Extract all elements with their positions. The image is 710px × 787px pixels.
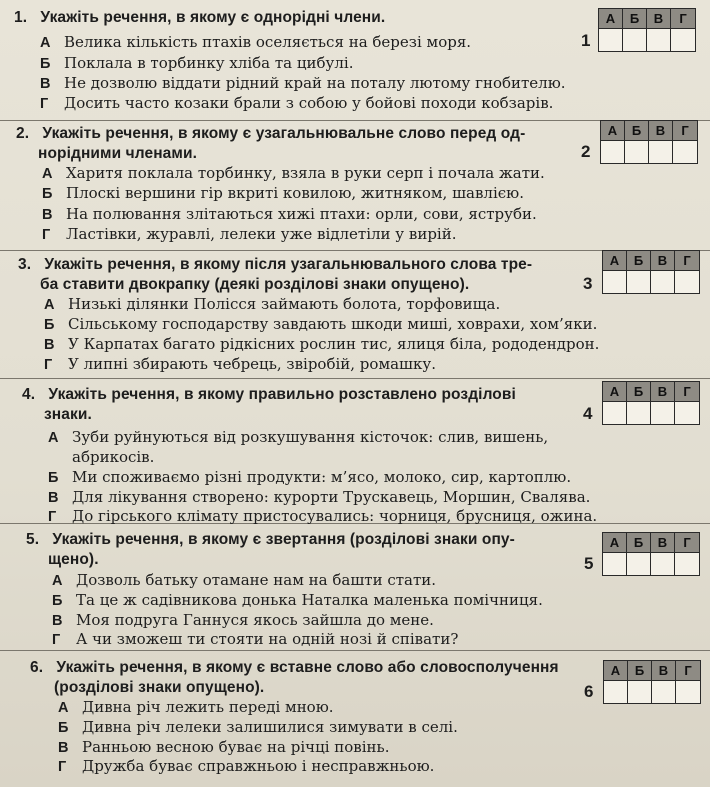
option-b[interactable]: Б Поклала в торбинку хліба та цибулі. xyxy=(40,54,354,72)
grid-header-b: Б xyxy=(628,661,652,681)
answer-number: 6 xyxy=(584,682,594,701)
option-a[interactable]: А Харитя поклала торбинку, взяла в руки серп і почала жати. xyxy=(42,164,545,182)
grid-header-b: Б xyxy=(625,121,649,141)
grid-header-a: А xyxy=(603,533,627,553)
question-stem: 6. Укажіть речення, в якому є вставне слово або словосполучення xyxy=(30,659,559,676)
grid-header-g: Г xyxy=(675,382,699,402)
answer-number: 5 xyxy=(584,554,594,573)
answer-cell-a[interactable] xyxy=(601,141,625,163)
answer-cell-v[interactable] xyxy=(649,141,673,163)
grid-header-g: Г xyxy=(676,661,700,681)
question-stem: 5. Укажіть речення, в якому є звертання (розділові знаки опу- xyxy=(26,531,515,548)
question-stem-line-2: (розділові знаки опущено). xyxy=(54,679,265,696)
grid-header-g: Г xyxy=(675,251,699,271)
answer-cell-g[interactable] xyxy=(676,681,700,703)
grid-header-b: Б xyxy=(627,382,651,402)
option-v[interactable]: В Ранньою весною буває на річці повінь. xyxy=(58,738,390,756)
question-stem: 2. Укажіть речення, в якому є узагальнювальне слово перед од- xyxy=(16,125,526,142)
question-text: Укажіть речення, в якому є однорідні члени. xyxy=(40,9,386,26)
option-v[interactable]: В Не дозволю віддати рідний край на поталу лютому гнобителю. xyxy=(40,74,566,92)
answer-cell-a[interactable] xyxy=(603,402,627,424)
option-v[interactable]: В Для лікування створено: курорти Трускавець, Моршин, Свалява. xyxy=(48,488,591,506)
question-stem-line-2: ба ставити двокрапку (деякі розділові знаки опущено). xyxy=(40,276,470,293)
question-text: Укажіть речення, в якому є вставне слово або словосполучення xyxy=(56,659,559,676)
answer-cell-v[interactable] xyxy=(651,402,675,424)
answer-cell-a[interactable] xyxy=(604,681,628,703)
option-b[interactable]: Б Дивна річ лелеки залишилися зимувати в селі. xyxy=(58,718,458,736)
question-3 xyxy=(0,250,710,379)
answer-grid xyxy=(602,250,700,294)
option-g[interactable]: Г Ластівки, журавлі, лелеки уже відлетіли у вирій. xyxy=(42,225,457,243)
grid-header-g: Г xyxy=(673,121,697,141)
question-stem-line-2: знаки. xyxy=(44,406,92,423)
option-a-line-2: абрикосів. xyxy=(72,448,155,466)
option-g[interactable]: Г А чи зможеш ти стояти на одній нозі й співати? xyxy=(52,630,459,648)
grid-header-v: В xyxy=(651,251,675,271)
answer-cell-v[interactable] xyxy=(652,681,676,703)
question-stem-line-2: норідними членами. xyxy=(38,145,197,162)
question-stem-line-2: щено). xyxy=(48,551,99,568)
answer-cell-v[interactable] xyxy=(651,553,675,575)
answer-number: 1 xyxy=(581,31,591,50)
option-a[interactable]: А Низькі ділянки Полісся займають болота, торфовища. xyxy=(44,295,501,313)
grid-header-v: В xyxy=(651,382,675,402)
grid-header-b: Б xyxy=(627,251,651,271)
answer-grid xyxy=(600,120,698,164)
option-v[interactable]: В Моя подруга Ганнуся якось зайшла до мене. xyxy=(52,611,434,629)
question-text: Укажіть речення, в якому є звертання (розділові знаки опу- xyxy=(52,531,515,548)
question-5 xyxy=(0,523,710,651)
grid-header-a: А xyxy=(603,251,627,271)
question-text: Укажіть речення, в якому правильно розставлено розділові xyxy=(48,386,516,403)
answer-cell-a[interactable] xyxy=(603,271,627,293)
question-text: Укажіть речення, в якому після узагальнювального слова тре- xyxy=(44,256,533,273)
grid-header-g: Г xyxy=(675,533,699,553)
answer-cell-v[interactable] xyxy=(651,271,675,293)
option-v[interactable]: В У Карпатах багато рідкісних рослин тис, ялиця біла, рододендрон. xyxy=(44,335,600,353)
grid-header-a: А xyxy=(601,121,625,141)
question-stem: 4. Укажіть речення, в якому правильно розставлено розділові xyxy=(22,386,516,403)
grid-header-a: А xyxy=(603,382,627,402)
grid-header-a: А xyxy=(599,9,623,29)
option-a[interactable]: А Зуби руйнуються від розкушування кісточок: слив, вишень, xyxy=(48,428,549,446)
grid-header-b: Б xyxy=(623,9,647,29)
question-1 xyxy=(0,0,710,121)
question-2 xyxy=(0,120,710,251)
answer-cell-b[interactable] xyxy=(627,553,651,575)
option-b[interactable]: Б Ми споживаємо різні продукти: м’ясо, молоко, сир, картоплю. xyxy=(48,468,572,486)
answer-number: 4 xyxy=(583,404,593,423)
option-a[interactable]: А Дозволь батьку отамане нам на башти стати. xyxy=(52,571,437,589)
answer-cell-b[interactable] xyxy=(625,141,649,163)
option-a[interactable]: А Дивна річ лежить переді мною. xyxy=(58,698,334,716)
option-b[interactable]: Б Плоскі вершини гір вкриті ковилою, житняком, шавлією. xyxy=(42,184,524,202)
option-a[interactable]: А Велика кількість птахів оселяється на березі моря. xyxy=(40,33,472,51)
grid-header-v: В xyxy=(651,533,675,553)
option-v[interactable]: В На полювання злітаються хижі птахи: орли, сови, яструби. xyxy=(42,205,537,223)
answer-number: 2 xyxy=(581,142,591,161)
question-stem: 3. Укажіть речення, в якому після узагальнювального слова тре- xyxy=(18,256,533,273)
grid-header-v: В xyxy=(652,661,676,681)
answer-grid xyxy=(602,532,700,576)
grid-header-v: В xyxy=(647,9,671,29)
answer-cell-b[interactable] xyxy=(627,402,651,424)
grid-header-a: А xyxy=(604,661,628,681)
question-text: Укажіть речення, в якому є узагальнювальне слово перед од- xyxy=(42,125,526,142)
answer-cell-g[interactable] xyxy=(675,402,699,424)
option-g[interactable]: Г У липні збирають чебрець, звіробій, ромашку. xyxy=(44,355,436,373)
question-stem: 1. Укажіть речення, в якому є однорідні члени. xyxy=(14,9,386,26)
option-b[interactable]: Б Та це ж садівникова донька Наталка маленька помічниця. xyxy=(52,591,543,609)
answer-cell-b[interactable] xyxy=(623,29,647,51)
option-g[interactable]: Г Досить часто козаки брали з собою у бойові походи кобзарів. xyxy=(40,94,554,112)
answer-cell-b[interactable] xyxy=(628,681,652,703)
answer-cell-v[interactable] xyxy=(647,29,671,51)
question-6 xyxy=(0,650,710,787)
answer-cell-g[interactable] xyxy=(671,29,695,51)
answer-cell-a[interactable] xyxy=(603,553,627,575)
answer-grid xyxy=(602,381,700,425)
answer-cell-a[interactable] xyxy=(599,29,623,51)
answer-cell-g[interactable] xyxy=(675,553,699,575)
option-g[interactable]: Г Дружба буває справжньою і несправжньою. xyxy=(58,757,435,775)
answer-cell-b[interactable] xyxy=(627,271,651,293)
answer-grid xyxy=(598,8,696,52)
option-g[interactable]: Г До гірського клімату пристосувались: чорниця, брусниця, ожина. xyxy=(48,507,598,525)
grid-header-v: В xyxy=(649,121,673,141)
option-b[interactable]: Б Сільському господарству завдають шкоди миші, ховрахи, хом’яки. xyxy=(44,315,598,333)
answer-grid xyxy=(603,660,701,704)
question-4 xyxy=(0,378,710,524)
grid-header-g: Г xyxy=(671,9,695,29)
answer-number: 3 xyxy=(583,274,593,293)
grid-header-b: Б xyxy=(627,533,651,553)
answer-cell-g[interactable] xyxy=(675,271,699,293)
answer-cell-g[interactable] xyxy=(673,141,697,163)
